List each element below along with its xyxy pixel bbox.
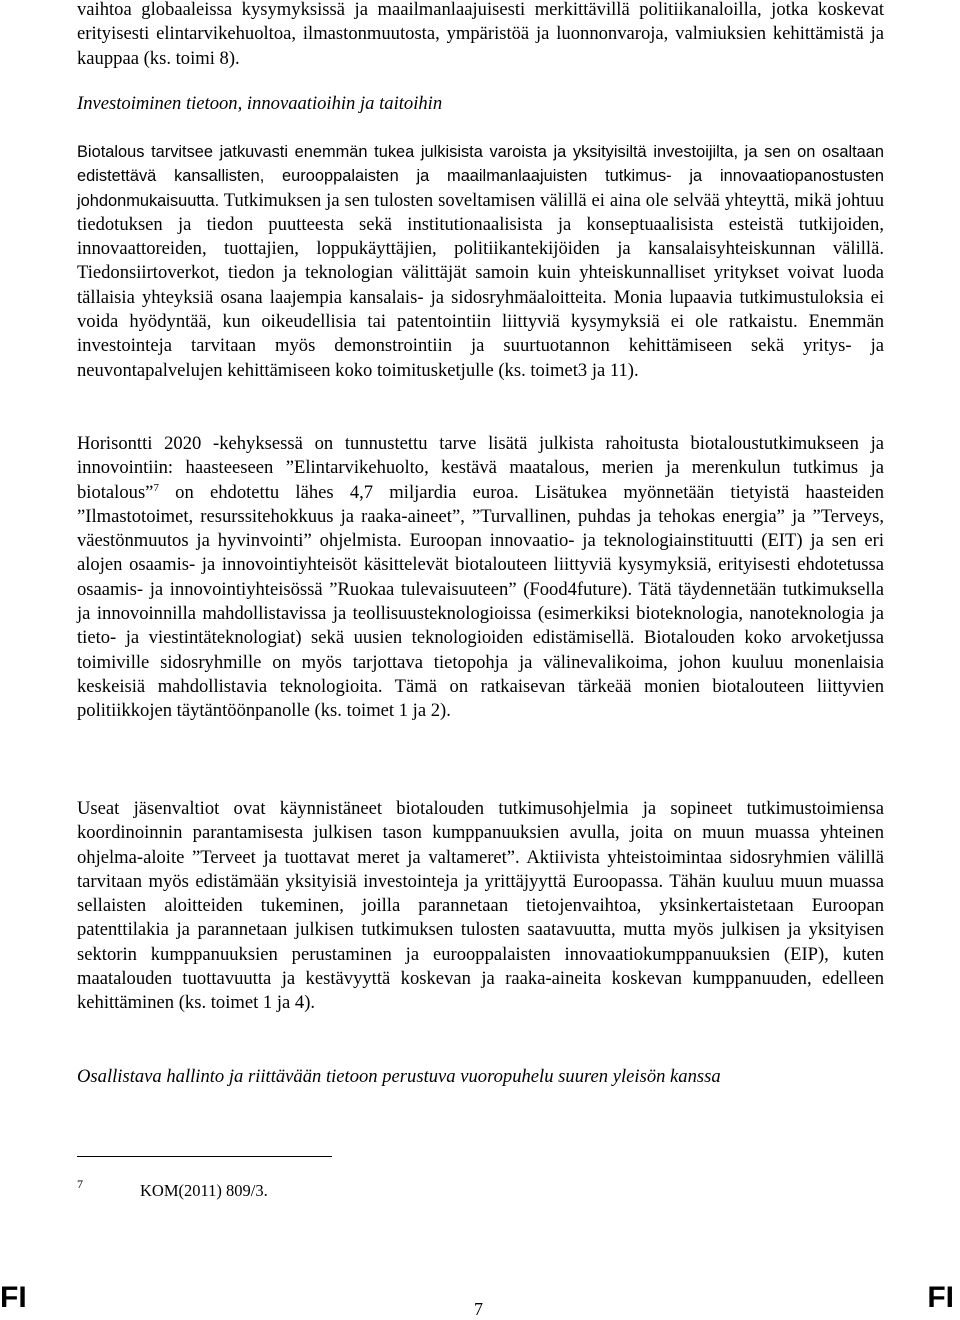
- footnote-divider: [77, 1156, 332, 1157]
- intro-paragraph: [77, 0, 884, 71]
- footnote-number: 7: [77, 1177, 83, 1191]
- page-number: 7: [474, 1299, 483, 1319]
- paragraph-funding-serif-part: Tutkimuksen ja sen tulosten soveltamisen välillä ei aina ole selvää yhteyttä, mikä johtuu tiedotuksen ja tiedon puutteesta sekä institutionaalisista ja konseptuaalisista esteistä tutkijoiden, innovaattoreiden, tuottajien, loppukäyttäjien, politiikantekijöiden ja kansalaisyhteiskunnan välillä. Tiedonsiirtoverkot, tiedon ja teknologian välittäjät samoin kuin yhteiskunnalliset yritykset voivat luoda tällaisia yhteyksiä osana laajempia kansalais- ja sidosryhmäaloitteita. Monia lupaavia tutkimustuloksia ei voida hyödyntää, kun oikeudellisia tai patentointiin liittyviä kysymyksiä ei ole ratkaistu. Enemmän investointeja tarvitaan myös demonstrointiin ja suurtuotannon kehittämiseen sekä yritys- ja neuvontapalvelujen kehittämiseen koko toimitusketjulle (ks. toimet3 ja 11).: [77, 189, 884, 381]
- language-code-right: FI: [927, 1281, 954, 1314]
- paragraph-horizon-text-a: Horisontti 2020 -kehyksessä on tunnustettu tarve lisätä julkista rahoitusta biotaloustutkimukseen ja innovointiin: haasteeseen ”Elintarvikehuolto, kestävä maatalous, merien ja merenkulun tutkimus ja biotalous”: [77, 433, 884, 503]
- paragraph-horizon-2020: [77, 432, 884, 724]
- section-heading-investment: Investoiminen tietoon, innovaatioihin ja taitoihin: [77, 93, 443, 114]
- paragraph-funding: [77, 140, 884, 383]
- language-code-left: FI: [0, 1281, 27, 1314]
- paragraph-horizon-text-b: on ehdotettu lähes 4,7 miljardia euroa. Lisätukea myönnetään tietyistä haasteiden ”Ilmastotoimet, resurssitehokkuus ja raaka-aineet”, ”Turvallinen, puhdas ja tehokas energia” ja ”Terveys, väestönmuutos ja hyvinvointi” ohjelmista. Euroopan innovaatio- ja teknologiainstituutti (EIT) ja sen eri alojen osaamis- ja innovointiyhteisöt käsittelevät biotalouteen liittyviä kysymyksiä, erityisesti ehdotetussa osaamis- ja innovointiyhteisössä ”Ruokaa tulevaisuuteen” (Food4future). Tätä täydennetään tutkimuksella ja innovoinnilla mahdollistavissa ja teollisuusteknologioissa (esimerkiksi bioteknologia, nanoteknologia ja tieto- ja viestintäteknologiat) sekä uusien teknologioiden edistämisellä. Biotalouden koko arvoketjussa toimiville sidosryhmille on myös tarjottava tietopohja ja välinevalikoima, johon kuuluu monenlaisia keskeisiä mahdollistavia teknologioita. Tämä on ratkaisevan tärkeää monien biotalouteen liittyvien politiikkojen täytäntöönpanolle (ks. toimet 1 ja 2).: [77, 481, 884, 722]
- paragraph-member-states: Useat jäsenvaltiot ovat käynnistäneet biotalouden tutkimusohjelmia ja sopineet tutkimustoimiensa koordinoinnin parantamisesta julkisen tason kumppanuuksien avulla, joita on muun muassa yhteinen ohjelma-aloite ”Terveet ja tuottavat meret ja valtameret”. Aktiivista yhteistoimintaa sidosryhmien välillä tarvitaan myös edistämään yksityisiä investointeja ja yrittäjyyttä Euroopassa. Tähän kuuluu muun muassa sellaisten aloitteiden tukeminen, joilla parannetaan tietojenvaihtoa, yksinkertaistetaan Euroopan patenttilakia ja parannetaan julkisen tutkimuksen tulosten saatavuutta, mutta myös julkisen ja yksityisen sektorin kumppanuuksien perustaminen ja eurooppalaisten innovaatiokumppanuuksien (EIP), kuten maatalouden tuottavuutta ja kestävyyttä koskevan ja raaka-aineita koskevan kumppanuuden, edelleen kehittäminen (ks. toimet 1 ja 4).: [77, 798, 884, 1014]
- paragraph-funding-sans-part: Biotalous tarvitsee jatkuvasti enemmän tukea julkisista varoista ja yksityisiltä investoijilta, ja sen on osaltaan edistettävä kansallisten, eurooppalaisten ja maailmanlaajuisten tutkimus- ja innovaatiopanostusten johdonmukaisuutta.: [77, 143, 884, 210]
- section-heading-governance: Osallistava hallinto ja riittävään tietoon perustuva vuoropuhelu suuren yleisön kanssa: [77, 1066, 721, 1087]
- footnote-reference[interactable]: 7: [153, 481, 159, 494]
- footnote-text: KOM(2011) 809/3.: [140, 1181, 268, 1200]
- intro-text: vaihtoa globaaleissa kysymyksissä ja maailmanlaajuisesti merkittävillä politiikanaloilla, jotka koskevat erityisesti elintarvikehuoltoa, ilmastonmuutosta, ympäristöä ja luonnonvaroja, valmiuksien kehittämistä ja kauppaa (ks. toimi 8).: [77, 0, 884, 69]
